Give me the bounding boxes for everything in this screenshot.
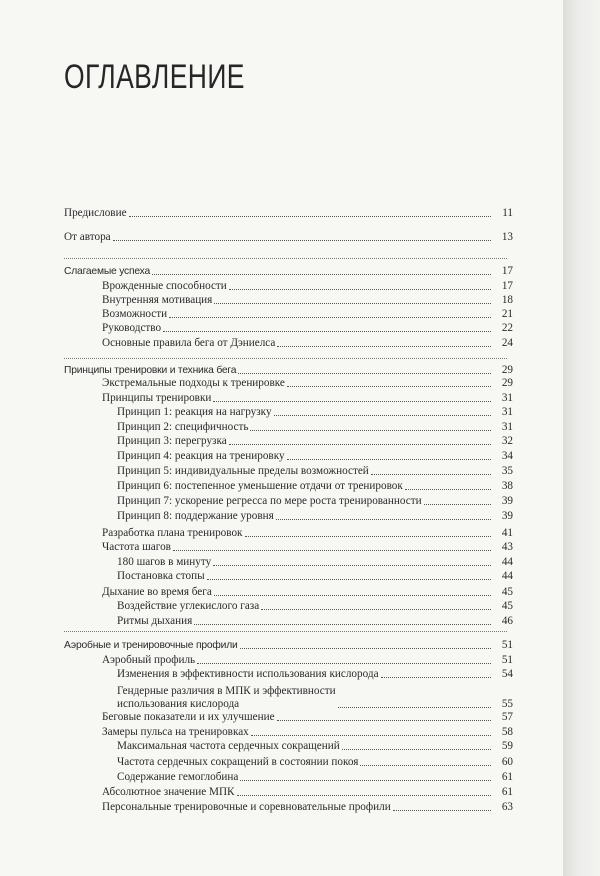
toc-entry[interactable]: [117, 570, 513, 583]
section-divider: [64, 358, 507, 359]
toc-entry-page: 39: [501, 510, 513, 522]
toc-entry-page: 43: [501, 541, 513, 553]
toc-entry-page: 44: [501, 570, 513, 582]
toc-entry[interactable]: [102, 392, 513, 405]
dot-leader: [152, 274, 491, 275]
dot-leader: [251, 735, 491, 736]
page-title: ОГЛАВЛЕНИЕ: [64, 58, 245, 96]
toc-entry-label: Внутренняя мотивация: [102, 294, 213, 306]
toc-section-label: Аэробные и тренировочные профили: [64, 640, 238, 651]
dot-leader: [238, 373, 491, 374]
toc-entry[interactable]: [117, 406, 513, 419]
toc-entry-label-line2: использования кислорода: [117, 698, 240, 710]
toc-entry-label: Ритмы дыхания: [117, 615, 193, 627]
toc-entry[interactable]: [102, 308, 513, 321]
dot-leader: [424, 504, 491, 505]
dot-leader: [240, 648, 491, 649]
toc-entry-page: 46: [501, 615, 513, 627]
toc-entry[interactable]: [117, 771, 513, 784]
toc-entry-label: От автора: [64, 231, 111, 243]
toc-entry[interactable]: [117, 683, 513, 711]
toc-entry-page: 18: [501, 294, 513, 306]
toc-entry-label: Беговые показатели и их улучшение: [102, 711, 275, 723]
dot-leader: [214, 595, 491, 596]
dot-leader: [405, 489, 491, 490]
dot-leader: [261, 609, 491, 610]
toc-entry[interactable]: [117, 510, 513, 523]
toc-entry[interactable]: [117, 600, 513, 613]
toc-entry-label: Принцип 4: реакция на тренировку: [117, 450, 285, 462]
toc-entry-label: Предисловие: [64, 207, 127, 219]
dot-leader: [194, 624, 491, 625]
toc-entry-label: [117, 685, 338, 711]
toc-entry-page: 45: [501, 600, 513, 612]
toc-entry-label: Принцип 3: перегрузка: [117, 435, 227, 447]
toc-entry[interactable]: [117, 495, 513, 508]
toc-entry-label: Основные правила бега от Дэниелса: [102, 337, 276, 349]
toc-entry-page: 13: [501, 231, 513, 243]
toc-entry-label: 180 шагов в минуту: [117, 556, 212, 568]
toc-entry[interactable]: [117, 465, 513, 478]
toc-entry-page: 29: [501, 364, 513, 376]
toc-section-label: Принципы тренировки и техника бега: [64, 365, 237, 376]
toc-entry-page: 31: [501, 406, 513, 418]
section-divider: [64, 631, 507, 632]
toc-section-label: Слагаемые успеха: [64, 266, 151, 277]
toc-entry-label: Принцип 7: ускорение регресса по мере роста тренированности: [117, 495, 422, 507]
toc-entry-page: 21: [501, 308, 513, 320]
toc-entry[interactable]: [102, 786, 513, 799]
dot-leader: [250, 430, 491, 431]
dot-leader: [229, 444, 491, 445]
toc-entry-label: Врожденные способности: [102, 280, 227, 292]
toc-entry-label: Принцип 2: специфичность: [117, 421, 249, 433]
toc-entry-label: Принципы тренировки: [102, 392, 212, 404]
dot-leader: [197, 663, 491, 664]
toc-entry-label: Изменения в эффективности использования кислорода: [117, 668, 379, 680]
dot-leader: [287, 459, 491, 460]
toc-entry-label: Разработка плана тренировок: [102, 527, 243, 539]
toc-entry-page: 24: [501, 337, 513, 349]
toc-entry[interactable]: [102, 726, 513, 739]
toc-entry-label: Воздействие углекислого газа: [117, 600, 260, 612]
toc-entry-label: Принцип 1: реакция на нагрузку: [117, 406, 272, 418]
toc-entry-label: Частота шагов: [102, 541, 171, 553]
toc-entry[interactable]: [64, 207, 513, 220]
dot-leader: [169, 317, 491, 318]
dot-leader: [213, 401, 491, 402]
toc-entry-page: 38: [501, 480, 513, 492]
toc-section[interactable]: [64, 364, 513, 377]
dot-leader: [163, 331, 491, 332]
toc-entry-label-line1: Гендерные различия в МПК и эффективности: [117, 685, 336, 697]
toc-entry-page: 31: [501, 392, 513, 404]
toc-entry-page: 59: [501, 740, 513, 752]
dot-leader: [393, 810, 491, 811]
toc-entry-page: 44: [501, 556, 513, 568]
toc-entry-page: 29: [501, 377, 513, 389]
dot-leader: [287, 386, 491, 387]
dot-leader: [237, 795, 491, 796]
toc-entry-label: Принцип 8: поддержание уровня: [117, 510, 274, 522]
toc-entry[interactable]: [102, 801, 513, 814]
toc-entry[interactable]: [117, 740, 513, 753]
toc-entry[interactable]: [117, 668, 513, 681]
toc-entry-page: 34: [501, 450, 513, 462]
toc-entry[interactable]: [102, 280, 513, 293]
toc-entry-page: 41: [501, 527, 513, 539]
section-divider: [64, 258, 507, 259]
toc-entry-label: Замеры пульса на тренировках: [102, 726, 249, 738]
dot-leader: [229, 289, 491, 290]
toc-entry-page: 51: [501, 654, 513, 666]
toc-entry[interactable]: [117, 615, 513, 628]
dot-leader: [113, 240, 491, 241]
toc-entry-label: Возможности: [102, 308, 168, 320]
toc-entry[interactable]: [102, 322, 513, 335]
toc-entry[interactable]: [102, 586, 513, 599]
toc-entry-page: 54: [501, 668, 513, 680]
dot-leader: [360, 765, 491, 766]
toc-entry-label: Содержание гемоглобина: [117, 771, 239, 783]
toc-entry-label: Максимальная частота сердечных сокращений: [117, 740, 340, 752]
toc-entry-page: 61: [501, 786, 513, 798]
dot-leader: [207, 579, 491, 580]
dot-leader: [342, 749, 491, 750]
toc-entry-page: 61: [501, 771, 513, 783]
toc-entry-label: Частота сердечных сокращений в состоянии покоя: [117, 756, 359, 768]
toc-entry-label: Дыхание во время бега: [102, 586, 212, 598]
dot-leader: [240, 780, 491, 781]
toc-entry-page: 57: [501, 711, 513, 723]
toc-entry-page: 31: [501, 421, 513, 433]
toc-entry[interactable]: [64, 231, 513, 244]
toc-entry[interactable]: [102, 294, 513, 307]
toc-entry-page: 39: [501, 495, 513, 507]
dot-leader: [277, 346, 491, 347]
dot-leader: [245, 536, 492, 537]
dot-leader: [381, 677, 491, 678]
toc-entry[interactable]: [117, 450, 513, 463]
dot-leader: [213, 565, 491, 566]
toc-entry[interactable]: [102, 527, 513, 540]
toc-entry[interactable]: [102, 377, 513, 390]
toc-entry-label: Аэробный профиль: [102, 654, 196, 666]
toc-entry[interactable]: [102, 541, 513, 554]
dot-leader: [276, 519, 491, 520]
toc-entry[interactable]: [117, 480, 513, 493]
page-gutter: [563, 0, 600, 876]
dot-leader: [173, 550, 491, 551]
toc-entry[interactable]: [117, 556, 513, 569]
toc-entry[interactable]: [117, 435, 513, 448]
toc-entry-page: 35: [501, 465, 513, 477]
toc-entry-label: Абсолютное значение МПК: [102, 786, 235, 798]
toc-entry-label: Принцип 5: индивидуальные пределы возможностей: [117, 465, 369, 477]
toc-section[interactable]: [64, 265, 513, 278]
toc-entry[interactable]: [102, 654, 513, 667]
toc-entry-page: 58: [501, 726, 513, 738]
toc-entry-page: 55: [501, 698, 513, 710]
dot-leader: [277, 720, 491, 721]
toc-entry[interactable]: [102, 337, 513, 350]
toc-entry-label: Руководство: [102, 322, 162, 334]
dot-leader: [129, 216, 491, 217]
toc-entry-page: 11: [502, 207, 513, 219]
toc-entry-page: 32: [501, 435, 513, 447]
toc-entry[interactable]: [117, 421, 513, 434]
toc-entry-page: 63: [501, 801, 513, 813]
dot-leader: [274, 415, 491, 416]
dot-leader: [214, 303, 491, 304]
toc-entry[interactable]: [102, 711, 513, 724]
toc-entry[interactable]: [117, 756, 513, 769]
dot-leader: [338, 707, 491, 708]
toc-section[interactable]: [64, 639, 513, 652]
toc-entry-label: Экстремальные подходы к тренировке: [102, 377, 285, 389]
toc-entry-page: 51: [501, 639, 513, 651]
toc-entry-label: Постановка стопы: [117, 570, 205, 582]
toc-entry-page: 45: [501, 586, 513, 598]
toc-entry-page: 17: [501, 280, 513, 292]
dot-leader: [371, 474, 491, 475]
toc-entry-page: 60: [501, 756, 513, 768]
toc-entry-page: 17: [501, 265, 513, 277]
toc-entry-label: Принцип 6: постепенное уменьшение отдачи от тренировок: [117, 480, 403, 492]
toc-entry-label: Персональные тренировочные и соревновательные профили: [102, 801, 391, 813]
toc-entry-page: 22: [501, 322, 513, 334]
